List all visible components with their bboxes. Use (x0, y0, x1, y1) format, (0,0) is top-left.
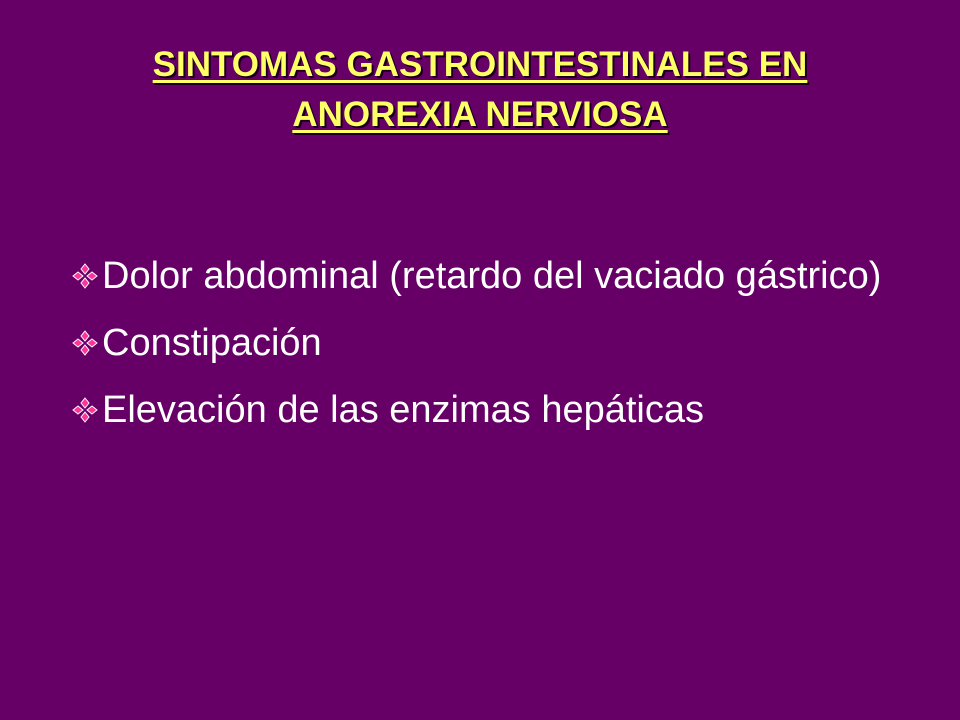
slide-title-line-2: ANOREXIA NERVIOSA (292, 95, 668, 134)
bullet-item (72, 317, 922, 369)
bullet-item (72, 384, 922, 436)
bullet-text: Dolor abdominal (retardo del vaciado gástrico) (102, 255, 882, 297)
bullet-item (72, 250, 922, 302)
four-diamond-bullet-icon (72, 263, 98, 289)
bullet-list (72, 250, 922, 451)
slide-title (40, 40, 920, 140)
bullet-text: Elevación de las enzimas hepáticas (102, 389, 705, 431)
four-diamond-bullet-icon (72, 397, 98, 423)
slide-title-line-1: SINTOMAS GASTROINTESTINALES EN (152, 45, 808, 84)
bullet-text: Constipación (102, 322, 322, 364)
four-diamond-bullet-icon (72, 330, 98, 356)
